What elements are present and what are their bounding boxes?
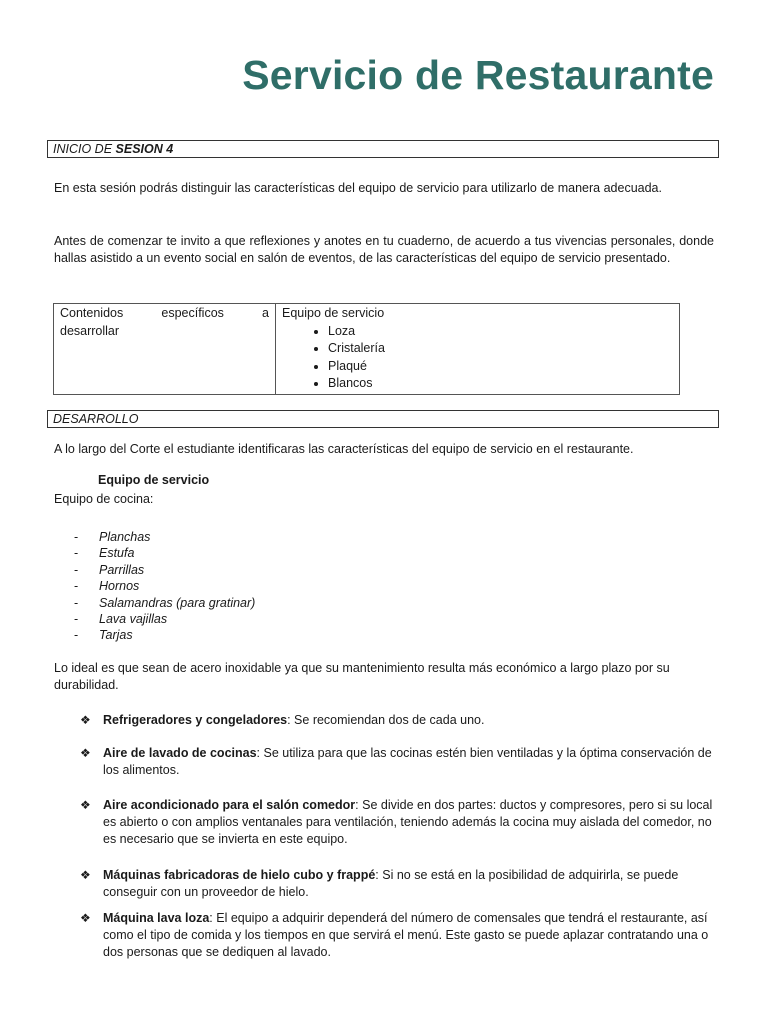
diamond-bullet-icon: ❖ (80, 713, 91, 727)
equipment-subtitle: Equipo de servicio (98, 473, 210, 487)
content-table-heading: Equipo de servicio (282, 306, 385, 320)
bullet-item (80, 910, 720, 961)
list-item-text: Parrillas (99, 562, 145, 577)
content-table (53, 303, 680, 395)
content-table-label-line1: Contenidos específicos a (60, 306, 269, 320)
content-table-topics-cell (276, 304, 680, 395)
diamond-bullet-icon: ❖ (80, 911, 91, 925)
list-item-text: Tarjas (99, 628, 133, 643)
bullet-item (80, 797, 720, 848)
intro-paragraph-1: En esta sesión podrás distinguir las características del equipo de servicio para utilizarlo de manera adecuada. (54, 181, 662, 195)
list-item: - Hornos (74, 579, 140, 594)
bullet-term: Refrigeradores y congeladores (103, 713, 288, 727)
bullet-description: : El equipo a adquirir dependerá del número de comensales que tendrá el restaurante, así como el tipo de comida y los tiempos en que servirá el menú. Este gasto se puede aplazar contratando una o dos personas que se dediquen al lavado. (103, 911, 709, 959)
list-item-text: Planchas (99, 530, 151, 544)
kitchen-equipment-list (74, 529, 255, 644)
list-item: - Estufa (74, 546, 135, 561)
diamond-bullet-icon: ❖ (80, 746, 91, 760)
bullet-item (80, 712, 720, 729)
list-item-text: Estufa (99, 546, 135, 561)
list-item-text: Hornos (99, 579, 140, 594)
bullet-description: : Se utiliza para que las cocinas estén bien ventiladas y la óptima conservación de los alimentos. (103, 746, 712, 777)
list-item: - Tarjas (74, 628, 133, 643)
bullet-term: Máquina lava loza (103, 911, 210, 925)
list-item: - Lava vajillas (74, 612, 168, 627)
development-header: DESARROLLO (53, 412, 139, 426)
bullet-description: : Se divide en dos partes: ductos y compresores, pero si su local es abierto o con amplios ventanales para ventilación, teniendo además la cocina muy aislada del comedor, no es necesario que se invierta en este equipo. (103, 798, 713, 846)
list-item: • Cristalería (328, 340, 673, 358)
intro-paragraph-2: Antes de comenzar te invito a que reflexiones y anotes en tu cuaderno, de acuerdo a tus vivencias personales, donde hallas asistido a un evento social en salón de eventos, de las características del equipo de servicio presentado. (54, 234, 714, 265)
list-item: • Loza (328, 323, 673, 341)
list-item-text: Salamandras (para gratinar) (99, 595, 256, 610)
bullet-description: : Si no se está en la posibilidad de adquirirla, se puede conseguir con un proveedor de hielo. (103, 868, 679, 899)
content-table-label-cell (54, 304, 276, 395)
bullet-term: Máquinas fabricadoras de hielo cubo y frappé (103, 868, 376, 882)
content-table-list (282, 323, 673, 393)
list-item: - Salamandras (para gratinar) (74, 595, 256, 610)
list-item: - Parrillas (74, 562, 145, 577)
session-header-prefix: INICIO DE (53, 142, 116, 156)
list-item: • Blancos (328, 375, 673, 393)
document-title: Servicio de Restaurante (242, 52, 714, 98)
bullet-term: Aire acondicionado para el salón comedor (103, 798, 356, 812)
bullet-term: Aire de lavado de cocinas (103, 746, 257, 760)
stainless-steel-note: Lo ideal es que sean de acero inoxidable ya que su mantenimiento resulta más económico a largo plazo por su durabilidad. (54, 661, 670, 692)
development-intro: A lo largo del Corte el estudiante identificaras las características del equipo de servicio en el restaurante. (54, 442, 634, 456)
content-table-label-line2: desarrollar (60, 323, 120, 338)
list-item: - Planchas (74, 530, 151, 544)
bullet-description: : Se recomiendan dos de cada uno. (287, 713, 485, 727)
development-header-box (47, 410, 719, 428)
diamond-bullet-icon: ❖ (80, 798, 91, 812)
session-header-box (47, 140, 719, 158)
kitchen-equipment-label: Equipo de cocina: (54, 492, 154, 506)
session-header-number: SESION 4 (115, 142, 174, 156)
diamond-bullet-icon: ❖ (80, 868, 91, 882)
bullet-item (80, 867, 720, 901)
bullet-item (80, 745, 720, 779)
list-item-text: Lava vajillas (99, 612, 168, 627)
list-item: • Plaqué (328, 358, 673, 376)
